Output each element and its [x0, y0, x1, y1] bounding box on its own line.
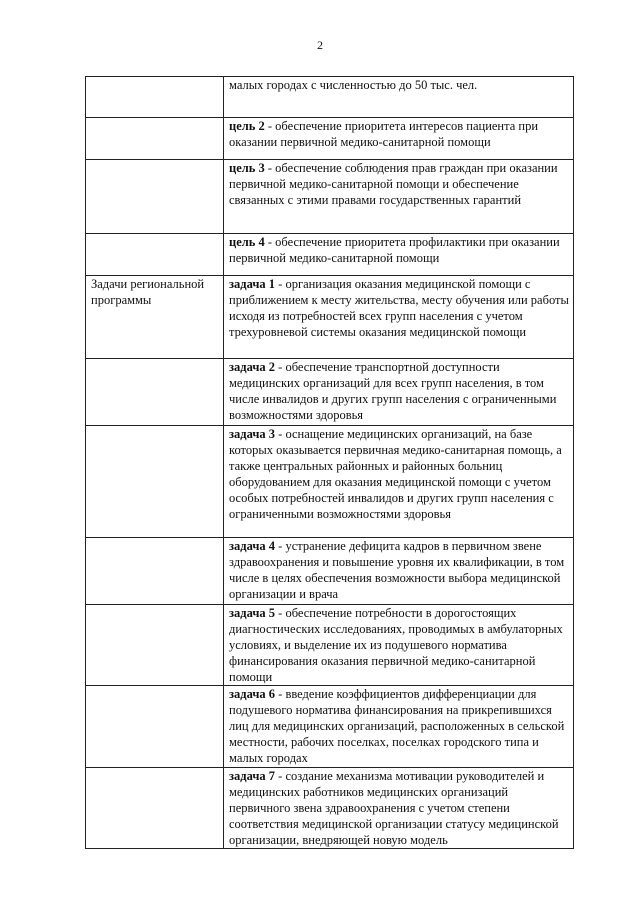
row-text: - организация оказания медицинской помощи с приближением к месту жительства, месту обучения или работы исходя из потребностей всех групп населения с учетом трехуровневой системы оказания медицинской помощи: [229, 277, 569, 339]
table-row: [86, 276, 574, 359]
row-term: задача 7: [229, 769, 276, 783]
table-cell-label: [86, 686, 224, 768]
table-row: [86, 118, 574, 160]
table-cell-label: [86, 605, 224, 686]
table-cell-content: [224, 118, 574, 160]
table-cell-content: [224, 538, 574, 605]
table-cell-content: [224, 276, 574, 359]
table-row: [86, 538, 574, 605]
row-text: - обеспечение потребности в дорогостоящих диагностических исследованиях, проводимых в амбулаторных условиях, и выделение их из подушевого норматива финансирования оказания первичной медико-санитарной помощи: [229, 606, 563, 684]
program-table: [85, 76, 574, 849]
table-row: [86, 768, 574, 849]
table-cell-label: [86, 768, 224, 849]
row-text: - обеспечение соблюдения прав граждан при оказании первичной медико-санитарной помощи и обеспечение связанных с этими правами государственных гарантий: [229, 161, 558, 207]
table-cell-content: [224, 768, 574, 849]
row-term: цель 4: [229, 235, 265, 249]
table-cell-content: [224, 605, 574, 686]
row-text: - создание механизма мотивации руководителей и медицинских работников медицинских организаций первичного звена здравоохранения с учетом степени соответствия медицинской организации статусу медицинской организации, внедряющей новую модель: [229, 769, 559, 847]
row-text: - обеспечение транспортной доступности медицинских организаций для всех групп населения, в том числе инвалидов и других групп населения с ограниченными возможностями здоровья: [229, 360, 557, 422]
table-cell-label: [86, 77, 224, 118]
row-text: - обеспечение приоритета интересов пациента при оказании первичной медико-санитарной помощи: [229, 119, 539, 149]
table-cell-label: Задачи региональной программы: [86, 276, 224, 359]
row-term: задача 2: [229, 360, 276, 374]
table-cell-label: [86, 234, 224, 276]
row-text: - обеспечение приоритета профилактики при оказании первичной медико-санитарной помощи: [229, 235, 560, 265]
row-text: малых городах с численностью до 50 тыс. чел.: [229, 78, 478, 92]
table-cell-label: [86, 538, 224, 605]
row-term: задача 4: [229, 539, 276, 553]
table-row: [86, 605, 574, 686]
table-cell-label: [86, 118, 224, 160]
table-cell-label: [86, 160, 224, 234]
table-cell-label: [86, 359, 224, 426]
table-cell-label: [86, 426, 224, 538]
table-cell-content: [224, 160, 574, 234]
row-term: задача 3: [229, 427, 276, 441]
table-cell-content: [224, 77, 574, 118]
row-term: задача 5: [229, 606, 276, 620]
table-row: [86, 77, 574, 118]
table-row: [86, 426, 574, 538]
row-text: - оснащение медицинских организаций, на базе которых оказывается первичная медико-санитарная помощь, а также центральных районных и районных больниц оборудованием для оказания медицинской помощи с учетом особых потребностей инвалидов и других групп населения с ограниченными возможностями здоровья: [229, 427, 562, 521]
table-cell-content: [224, 426, 574, 538]
row-text: - устранение дефицита кадров в первичном звене здравоохранения и повышение уровня их квалификации, в том числе в целях обеспечения возможности выбора медицинской организации и врача: [229, 539, 565, 601]
row-term: цель 2: [229, 119, 265, 133]
table-row: [86, 160, 574, 234]
row-term: цель 3: [229, 161, 265, 175]
table-cell-content: [224, 359, 574, 426]
row-text: - введение коэффициентов дифференциации для подушевого норматива финансирования на прикрепившихся лиц для медицинских организаций, расположенных в сельской местности, рабочих поселках, поселках городского типа и малых городах: [229, 687, 565, 765]
table-row: [86, 359, 574, 426]
table-row: [86, 686, 574, 768]
table-row: [86, 234, 574, 276]
row-term: задача 6: [229, 687, 276, 701]
table-cell-content: [224, 686, 574, 768]
page-number: 2: [317, 38, 323, 52]
row-term: задача 1: [229, 277, 276, 291]
table-cell-content: [224, 234, 574, 276]
